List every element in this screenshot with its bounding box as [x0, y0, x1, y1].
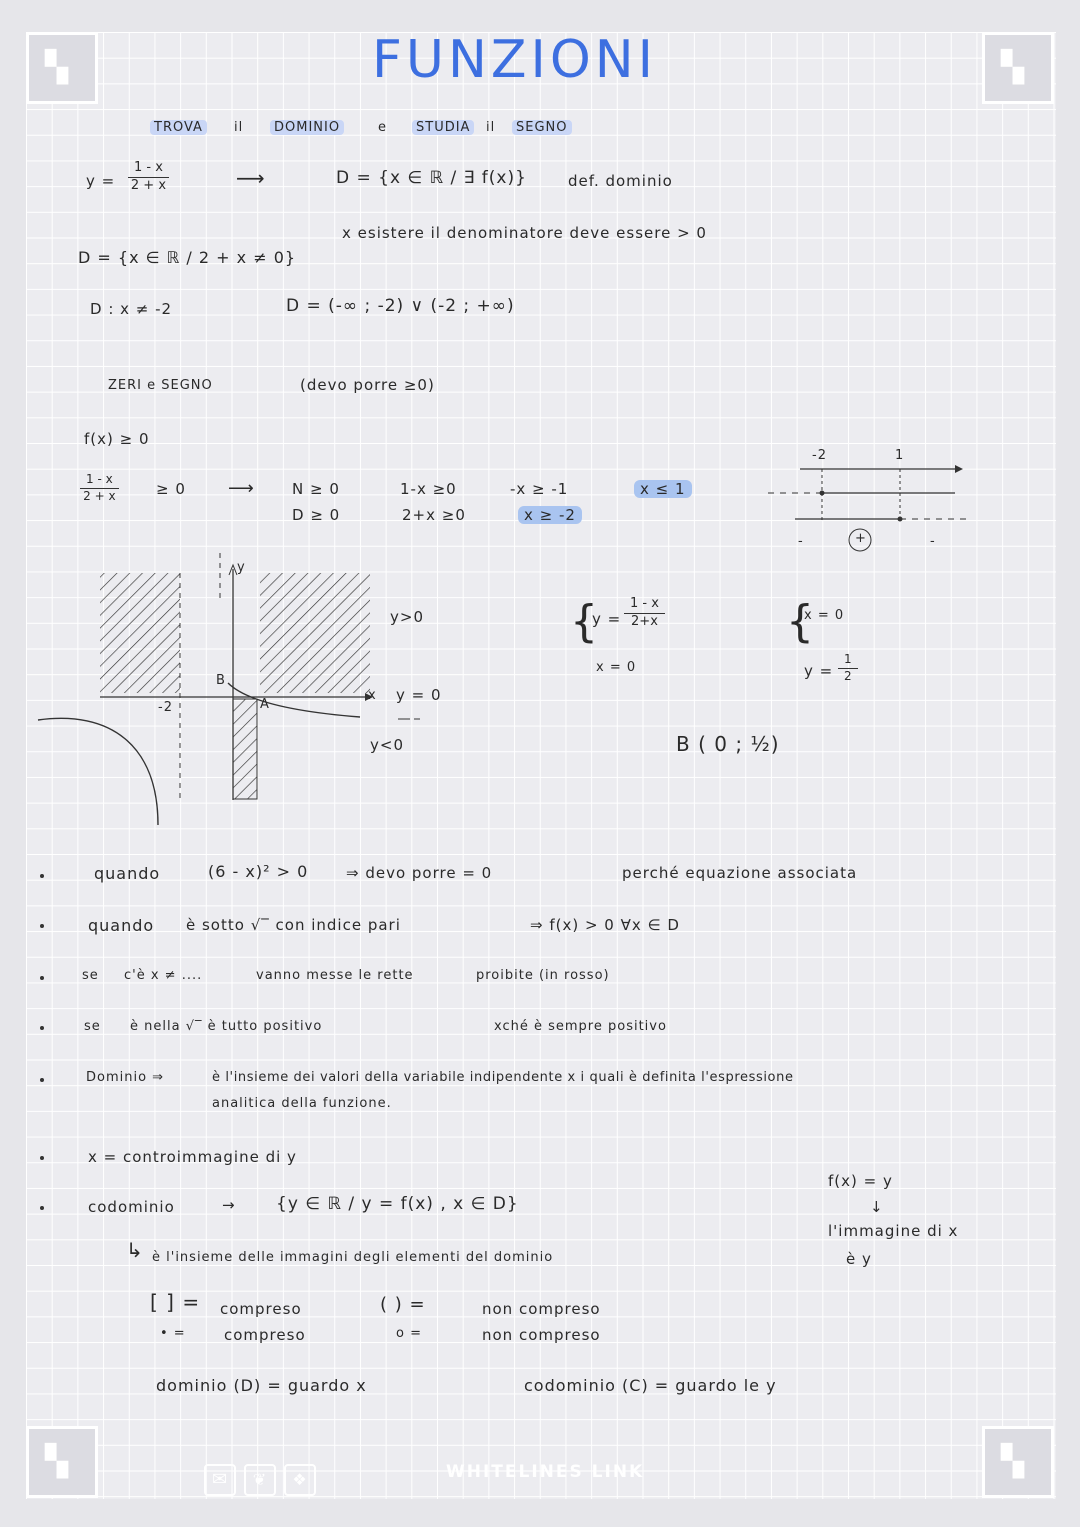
bullet: [40, 1026, 44, 1030]
point-b-coordinates: B ( 0 ; ½): [676, 732, 780, 756]
instruction-word: TROVA: [150, 120, 207, 135]
system1-y: y =: [592, 610, 622, 628]
domain-set: D = {x ∈ ℝ / 2 + x ≠ 0}: [78, 248, 297, 267]
instruction-word: DOMINIO: [270, 120, 344, 135]
system2-x: x = 0: [804, 608, 845, 623]
fraction-denominator: 2+x: [631, 614, 658, 629]
codominio-label: codominio: [88, 1198, 175, 1216]
note-text: perché equazione associata: [622, 864, 858, 882]
page-title: FUNZIONI: [372, 30, 657, 90]
system-brace: {: [786, 596, 815, 647]
function-graph: [30, 545, 420, 835]
bullet: [40, 1156, 44, 1160]
image-line1: l'immagine di x: [828, 1222, 959, 1240]
numerator-step: -x ≥ -1: [510, 480, 569, 498]
dominio-definition-line1: è l'insieme dei valori della variabile indipendente x i quali è definita l'espressione: [212, 1070, 794, 1085]
bullet: [40, 874, 44, 878]
corner-marker-bottom-left: ▚: [26, 1426, 98, 1498]
sign-fraction: [80, 472, 119, 503]
empty-circle-meaning: non compreso: [482, 1326, 601, 1344]
corner-marker-top-right: ▚: [982, 32, 1054, 104]
note-text: ⇒ f(x) > 0 ∀x ∈ D: [530, 916, 680, 934]
minus-two-label: -2: [158, 700, 173, 715]
system2-y: y =: [804, 662, 834, 680]
y-positive-label: y>0: [390, 608, 424, 626]
instruction-word: il: [486, 120, 496, 135]
fraction-denominator: 2: [844, 669, 852, 683]
system2-fraction: [838, 652, 858, 683]
y-zero-label: y = 0: [396, 686, 442, 704]
note-text: quando: [88, 916, 155, 935]
note-text: quando: [94, 864, 161, 883]
instruction-word: e: [378, 120, 387, 135]
instruction-word: il: [234, 120, 244, 135]
system1-fraction: [624, 596, 665, 629]
point-b-label: B: [216, 673, 226, 688]
numerator-condition: N ≥ 0: [292, 480, 340, 498]
arrow-icon: →: [222, 1196, 236, 1214]
bullet: [40, 924, 44, 928]
chart-minus-left: -: [798, 534, 804, 549]
fraction-denominator: 2 + x: [130, 178, 167, 193]
dominio-label: Dominio ⇒: [86, 1070, 165, 1085]
denominator-result: x ≥ -2: [518, 506, 582, 524]
domain-definition-set: D = {x ∈ ℝ / ∃ f(x)}: [336, 168, 527, 188]
codominio-guardo-y: codominio (C) = guardo le y: [524, 1376, 777, 1395]
point: [820, 491, 825, 496]
dominio-definition-line2: analitica della funzione.: [212, 1096, 392, 1111]
denominator-condition: D ≥ 0: [292, 506, 341, 524]
numerator-result: x ≤ 1: [634, 480, 692, 498]
fx-equals-y: f(x) = y: [828, 1172, 893, 1190]
point-a-label: A: [260, 697, 270, 712]
mail-icon: ✉: [204, 1464, 236, 1496]
note-text: xché è sempre positivo: [494, 1019, 667, 1034]
arrow-icon: ⟶: [228, 478, 255, 499]
filled-dot: • =: [160, 1326, 186, 1341]
hatched-region: [260, 573, 370, 693]
corner-marker-top-left: ▚: [26, 32, 98, 104]
note-text: (6 - x)² > 0: [208, 862, 309, 881]
hatched-region: [100, 573, 180, 693]
codominio-description: è l'insieme delle immagini degli elementi del dominio: [152, 1250, 554, 1265]
instruction-word: SEGNO: [512, 120, 572, 135]
y-axis-label: y: [237, 560, 246, 575]
round-bracket-meaning: non compreso: [482, 1300, 601, 1318]
fraction-numerator: 1 - x: [80, 472, 119, 489]
chart-one: 1: [895, 448, 905, 463]
evernote-icon: ❦: [244, 1464, 276, 1496]
sign-inequality: f(x) ≥ 0: [84, 430, 150, 448]
hatched-region: [233, 699, 257, 799]
square-bracket-meaning: compreso: [220, 1300, 302, 1318]
y-equals: y =: [86, 172, 116, 190]
y-negative-label: y<0: [370, 736, 404, 754]
ge-zero: ≥ 0: [156, 480, 186, 498]
fraction-numerator: 1: [838, 652, 858, 669]
bullet: [40, 1078, 44, 1082]
footer-brand: WHITELINES LINK: [446, 1462, 645, 1482]
sign-note: (devo porre ≥0): [300, 376, 435, 394]
chart-plus: +: [855, 531, 867, 546]
corner-marker-bottom-right: ▚: [982, 1426, 1054, 1498]
function-fraction: [128, 160, 169, 193]
chart-minus-right: -: [930, 534, 936, 549]
fraction-numerator: 1 - x: [128, 160, 169, 178]
filled-dot-meaning: compreso: [224, 1326, 306, 1344]
system-brace: {: [570, 596, 599, 647]
hyperbola-left-branch: [38, 718, 158, 825]
note-text: se: [82, 968, 99, 983]
note-text: vanno messe le rette: [256, 968, 414, 983]
bullet: [40, 1206, 44, 1210]
instruction-word: STUDIA: [412, 120, 474, 135]
arrow-head: [955, 465, 963, 473]
fraction-numerator: 1 - x: [624, 596, 665, 614]
sign-chart: [760, 445, 980, 555]
empty-circle: o =: [396, 1326, 422, 1341]
arrow-icon: ⟶: [236, 166, 266, 190]
fraction-denominator: 2 + x: [83, 489, 116, 503]
controimmagine-text: x = controimmagine di y: [88, 1148, 297, 1166]
note-text: se: [84, 1019, 101, 1034]
domain-condition: D : x ≠ -2: [90, 300, 173, 318]
numerator-expression: 1-x ≥0: [400, 480, 457, 498]
codominio-set: {y ∈ ℝ / y = f(x) , x ∈ D}: [276, 1194, 519, 1214]
image-line2: è y: [846, 1250, 872, 1268]
denominator-expression: 2+x ≥0: [402, 506, 466, 524]
note-text: ⇒ devo porre = 0: [346, 864, 493, 882]
system1-x: x = 0: [596, 660, 637, 675]
domain-interval: D = (-∞ ; -2) ∨ (-2 ; +∞): [286, 296, 515, 316]
dropbox-icon: ❖: [284, 1464, 316, 1496]
chart-minus-two: -2: [812, 448, 827, 463]
x-axis-label: x: [368, 688, 377, 703]
note-text: proibite (in rosso): [476, 968, 610, 983]
dominio-guardo-x: dominio (D) = guardo x: [156, 1376, 367, 1395]
corner-arrow-icon: ↳: [126, 1238, 144, 1262]
point: [898, 517, 903, 522]
existence-note: x esistere il denominatore deve essere > 0: [342, 224, 707, 242]
down-arrow-icon: ↓: [870, 1198, 884, 1216]
bullet: [40, 976, 44, 980]
round-bracket: ( ) =: [380, 1294, 426, 1315]
note-text: è nella √‾ è tutto positivo: [130, 1019, 323, 1034]
note-text: c'è x ≠ ....: [124, 968, 203, 983]
square-bracket: [ ] =: [150, 1290, 201, 1314]
note-text: è sotto √‾ con indice pari: [186, 916, 401, 934]
sign-heading: ZERI e SEGNO: [108, 378, 213, 393]
domain-definition-note: def. dominio: [568, 172, 673, 190]
